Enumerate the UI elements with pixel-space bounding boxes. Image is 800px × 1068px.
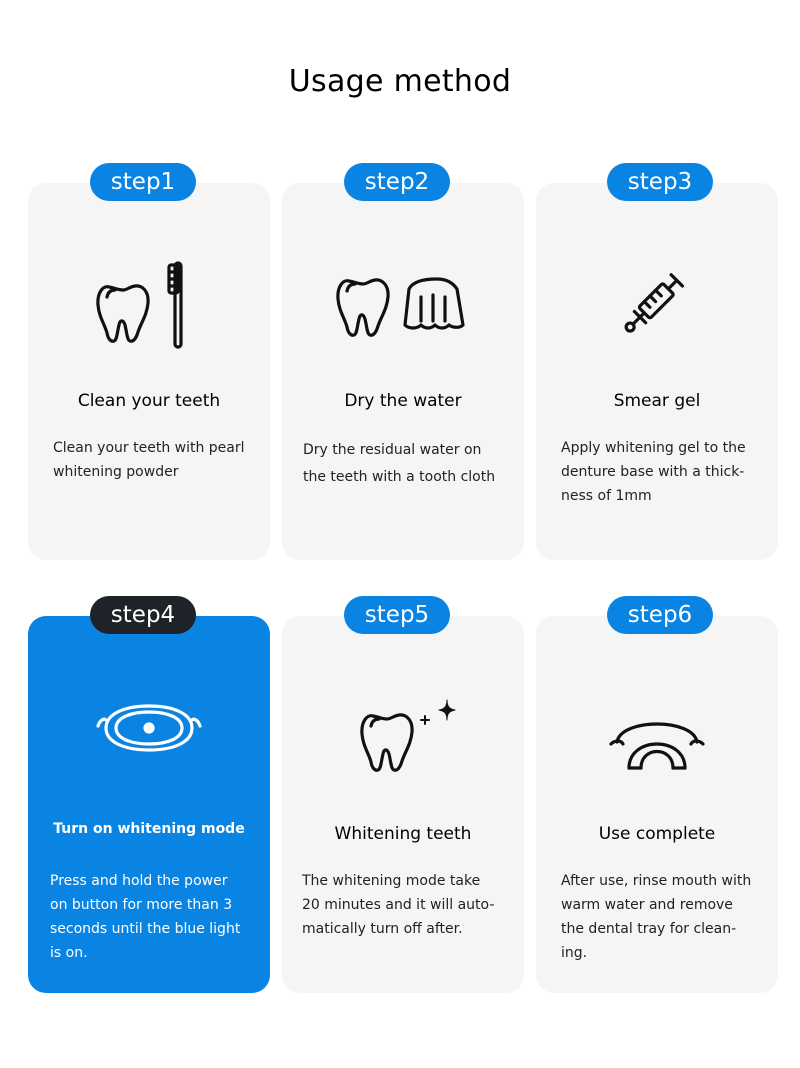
syringe-icon (536, 253, 778, 353)
step-card-4 (28, 616, 270, 993)
step-card-6 (536, 616, 778, 993)
step-2-badge: step2 (344, 163, 450, 201)
step-card-3 (536, 183, 778, 560)
step-3-title: Smear gel (613, 391, 701, 411)
step-5-title: Whitening teeth (334, 824, 472, 844)
step-5-badge: step5 (344, 596, 450, 634)
page-title: Usage method (288, 64, 512, 99)
step-card-5 (282, 616, 524, 993)
step-4-badge: step4 (90, 596, 196, 634)
dental-arch-icon (536, 706, 778, 806)
step-card-1 (28, 183, 270, 560)
step-card-2 (282, 183, 524, 560)
step-4-title: Turn on whitening mode (53, 821, 245, 837)
step-5-description: The whitening mode take 20 minutes and it will auto- matically turn off after. (302, 873, 495, 937)
sparkling-tooth-icon (282, 696, 524, 796)
step-6-description: After use, rinse mouth with warm water and remove the dental tray for clean- ing. (561, 873, 752, 961)
step-4-description: Press and hold the power on button for more than 3 seconds until the blue light is on. (50, 873, 241, 961)
step-3-description: Apply whitening gel to the denture base with a thick- ness of 1mm (561, 440, 746, 504)
step-1-description: Clean your teeth with pearl whitening powder (53, 440, 245, 480)
step-3-badge: step3 (607, 163, 713, 201)
step-6-title: Use complete (598, 824, 716, 844)
step-2-title: Dry the water (344, 391, 462, 411)
step-1-badge: step1 (90, 163, 196, 201)
step-1-title: Clean your teeth (77, 391, 221, 411)
step-6-badge: step6 (607, 596, 713, 634)
tooth-and-toothbrush-icon (28, 253, 270, 353)
tooth-and-dental-tray-icon (282, 253, 524, 353)
step-2-description: Dry the residual water on the teeth with a tooth cloth (303, 442, 496, 485)
whitening-device-icon (28, 698, 270, 798)
